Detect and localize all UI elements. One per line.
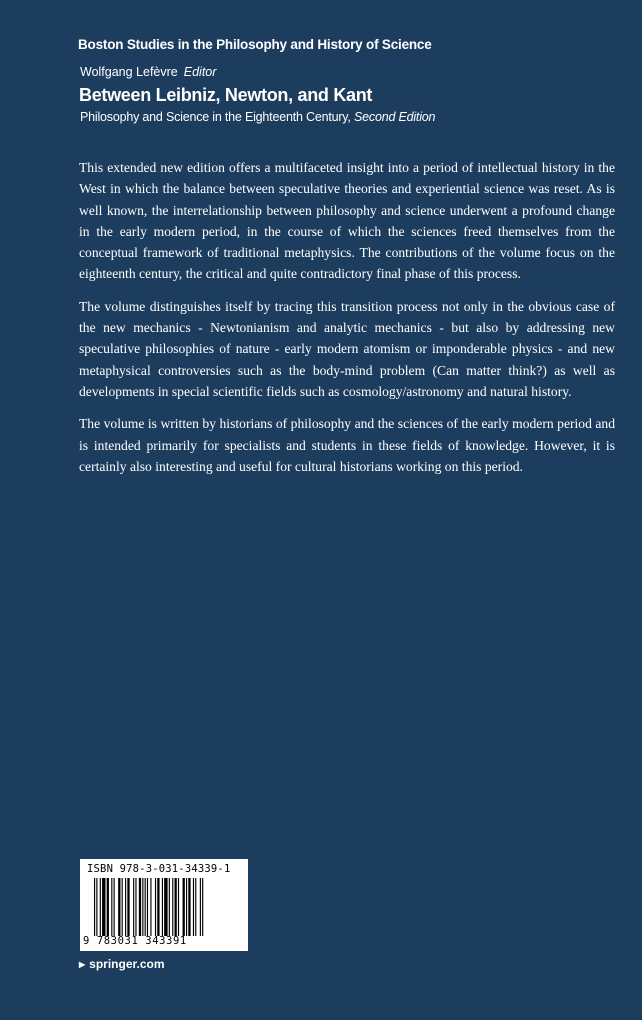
barcode-bar [122, 878, 123, 936]
barcode-bar [169, 878, 170, 936]
barcode-bar [127, 878, 129, 936]
blurb-paragraph: The volume distinguishes itself by tracing this transition process not only in the obvious case of the new mechanics - Newtonianism and analytic mechanics - but also by addressing new speculative philosophies of nature - early modern atomism or imponderable physics - and new metaphysical controversies such as the body-mind problem (Can matter think?) as well as developments in special scientific fields such as cosmology/astronomy and natural history. [79, 298, 615, 399]
barcode-bar [135, 878, 136, 936]
barcode-bar [183, 878, 185, 936]
publisher-link[interactable] [79, 957, 165, 971]
barcode-bar [107, 878, 109, 936]
book-title: Between Leibniz, Newton, and Kant [79, 85, 373, 105]
editor-line [80, 65, 216, 79]
barcode-bar [100, 878, 101, 936]
barcode-bar [164, 878, 167, 936]
barcode-bar [200, 878, 201, 936]
barcode-bar [96, 878, 97, 936]
blurb [79, 157, 615, 488]
subtitle-text: Philosophy and Science in the Eighteenth Century, [80, 110, 351, 124]
barcode-bar [145, 878, 146, 936]
editor-role: Editor [183, 65, 217, 79]
publisher-url: springer.com [89, 957, 165, 971]
barcode-digits: 9 783031 343391 [83, 935, 187, 947]
barcode-bar [175, 878, 177, 936]
barcode-bar [195, 878, 196, 936]
barcode-bars [94, 878, 240, 936]
barcode-bar [188, 878, 190, 936]
barcode-bar [114, 878, 115, 936]
barcode-bar [125, 878, 126, 936]
barcode-bar [142, 878, 143, 936]
book-subtitle [80, 110, 435, 124]
barcode-bar [133, 878, 134, 936]
edition-label: Second Edition [354, 110, 436, 124]
barcode-bar [139, 878, 141, 936]
barcode-bar [147, 878, 148, 936]
blurb-paragraph: This extended new edition offers a multifaceted insight into a period of intellectual history in the West in which the balance between speculative theories and experiential science was reset. As is well known, the interrelationship between philosophy and science underwent a profound change in the early modern period, in the course of which the sciences freed themselves from the conceptual framework of traditional metaphysics. The contributions of the volume focus on the eighteenth century, the critical and quite contradictory final phase of this process. [79, 160, 615, 282]
barcode [80, 859, 248, 951]
barcode-bar [193, 878, 194, 936]
barcode-bar [155, 878, 156, 936]
barcode-bar [94, 878, 95, 936]
editor-name: Wolfgang Lefèvre [80, 65, 178, 79]
barcode-bar [102, 878, 105, 936]
barcode-bar [118, 878, 120, 936]
barcode-bar [178, 878, 179, 936]
barcode-bar [157, 878, 159, 936]
barcode-bar [162, 878, 163, 936]
barcode-bar [186, 878, 187, 936]
barcode-bar [202, 878, 203, 936]
barcode-bar [111, 878, 112, 936]
barcode-bar [150, 878, 151, 936]
isbn-label: ISBN 978-3-031-34339-1 [87, 863, 231, 875]
triangle-right-icon: ▶ [79, 960, 86, 969]
barcode-bar [172, 878, 173, 936]
blurb-paragraph: The volume is written by historians of philosophy and the sciences of the early modern period and is intended primarily for specialists and students in these fields of knowledge. However, it is certainly also interesting and useful for cultural historians working on this period. [79, 416, 615, 474]
series-title: Boston Studies in the Philosophy and History of Science [78, 37, 432, 52]
